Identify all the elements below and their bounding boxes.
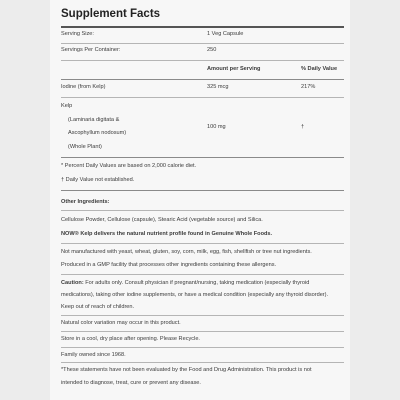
- divider: [61, 315, 344, 316]
- caution-line-3: Keep out of reach of children.: [61, 304, 135, 310]
- caution-text: For adults only. Consult physician if pregnant/nursing, taking medication (especially thyroid: [83, 280, 310, 286]
- servings-value: 250: [207, 47, 217, 53]
- nutrient-name: Iodine (from Kelp): [61, 84, 106, 90]
- nutrient-name: Kelp: [61, 103, 73, 109]
- divider: [61, 79, 344, 80]
- storage-instructions: Store in a cool, dry place after opening. Please Recycle.: [61, 336, 200, 342]
- family-owned-note: Family owned since 1968.: [61, 352, 126, 358]
- footnote-dv: * Percent Daily Values are based on 2,000 calorie diet.: [61, 163, 197, 169]
- nutrient-subtext: (Laminaria digitata &: [68, 117, 120, 123]
- divider: [61, 347, 344, 348]
- column-header-daily-value: % Daily Value: [301, 66, 338, 72]
- other-ingredients-text: Cellulose Powder, Cellulose (capsule), Stearic Acid (vegetable source) and Silica.: [61, 217, 263, 223]
- servings-label: Servings Per Container:: [61, 47, 121, 53]
- nutrient-daily-value: 217%: [301, 84, 316, 90]
- nutrient-subtext: Ascophyllum nodosum): [68, 130, 127, 136]
- divider: [61, 157, 344, 158]
- divider: [61, 43, 344, 44]
- divider: [61, 26, 344, 28]
- divider: [61, 274, 344, 275]
- color-variation-note: Natural color variation may occur in this product.: [61, 320, 181, 326]
- divider: [61, 60, 344, 61]
- fda-disclaimer-line-1: *These statements have not been evaluated by the Food and Drug Administration. This product is not: [61, 367, 312, 373]
- nutrient-daily-value: †: [301, 124, 305, 130]
- gmp-statement: Produced in a GMP facility that processes other ingredients containing these allergens.: [61, 262, 277, 268]
- divider: [61, 97, 344, 98]
- divider: [61, 190, 344, 191]
- serving-size-value: 1 Veg Capsule: [207, 31, 244, 37]
- nutrient-subtext: (Whole Plant): [68, 144, 102, 150]
- other-ingredients-label: Other Ingredients:: [61, 199, 110, 205]
- caution-line-1: [61, 280, 309, 287]
- footnote-not-established: † Daily Value not established.: [61, 177, 135, 183]
- divider: [61, 331, 344, 332]
- nutrient-amount: 100 mg: [207, 124, 226, 130]
- product-tagline: NOW® Kelp delivers the natural nutrient profile found in Genuine Whole Foods.: [61, 231, 273, 237]
- divider: [61, 243, 344, 244]
- nutrient-amount: 325 mcg: [207, 84, 229, 90]
- caution-line-2: medications), taking other iodine supplements, or have a medical condition (especially any thyroid disorder).: [61, 292, 329, 298]
- serving-size-label: Serving Size:: [61, 31, 94, 37]
- supplement-facts-panel: [50, 0, 350, 400]
- caution-label: Caution:: [61, 280, 84, 286]
- panel-title: Supplement Facts: [61, 8, 161, 20]
- allergen-statement: Not manufactured with yeast, wheat, gluten, soy, corn, milk, egg, fish, shellfish or tree nut ingredients.: [61, 249, 312, 255]
- fda-disclaimer-line-2: intended to diagnose, treat, cure or prevent any disease.: [61, 380, 201, 386]
- divider: [61, 210, 344, 211]
- divider: [61, 362, 344, 363]
- column-header-amount: Amount per Serving: [207, 66, 261, 72]
